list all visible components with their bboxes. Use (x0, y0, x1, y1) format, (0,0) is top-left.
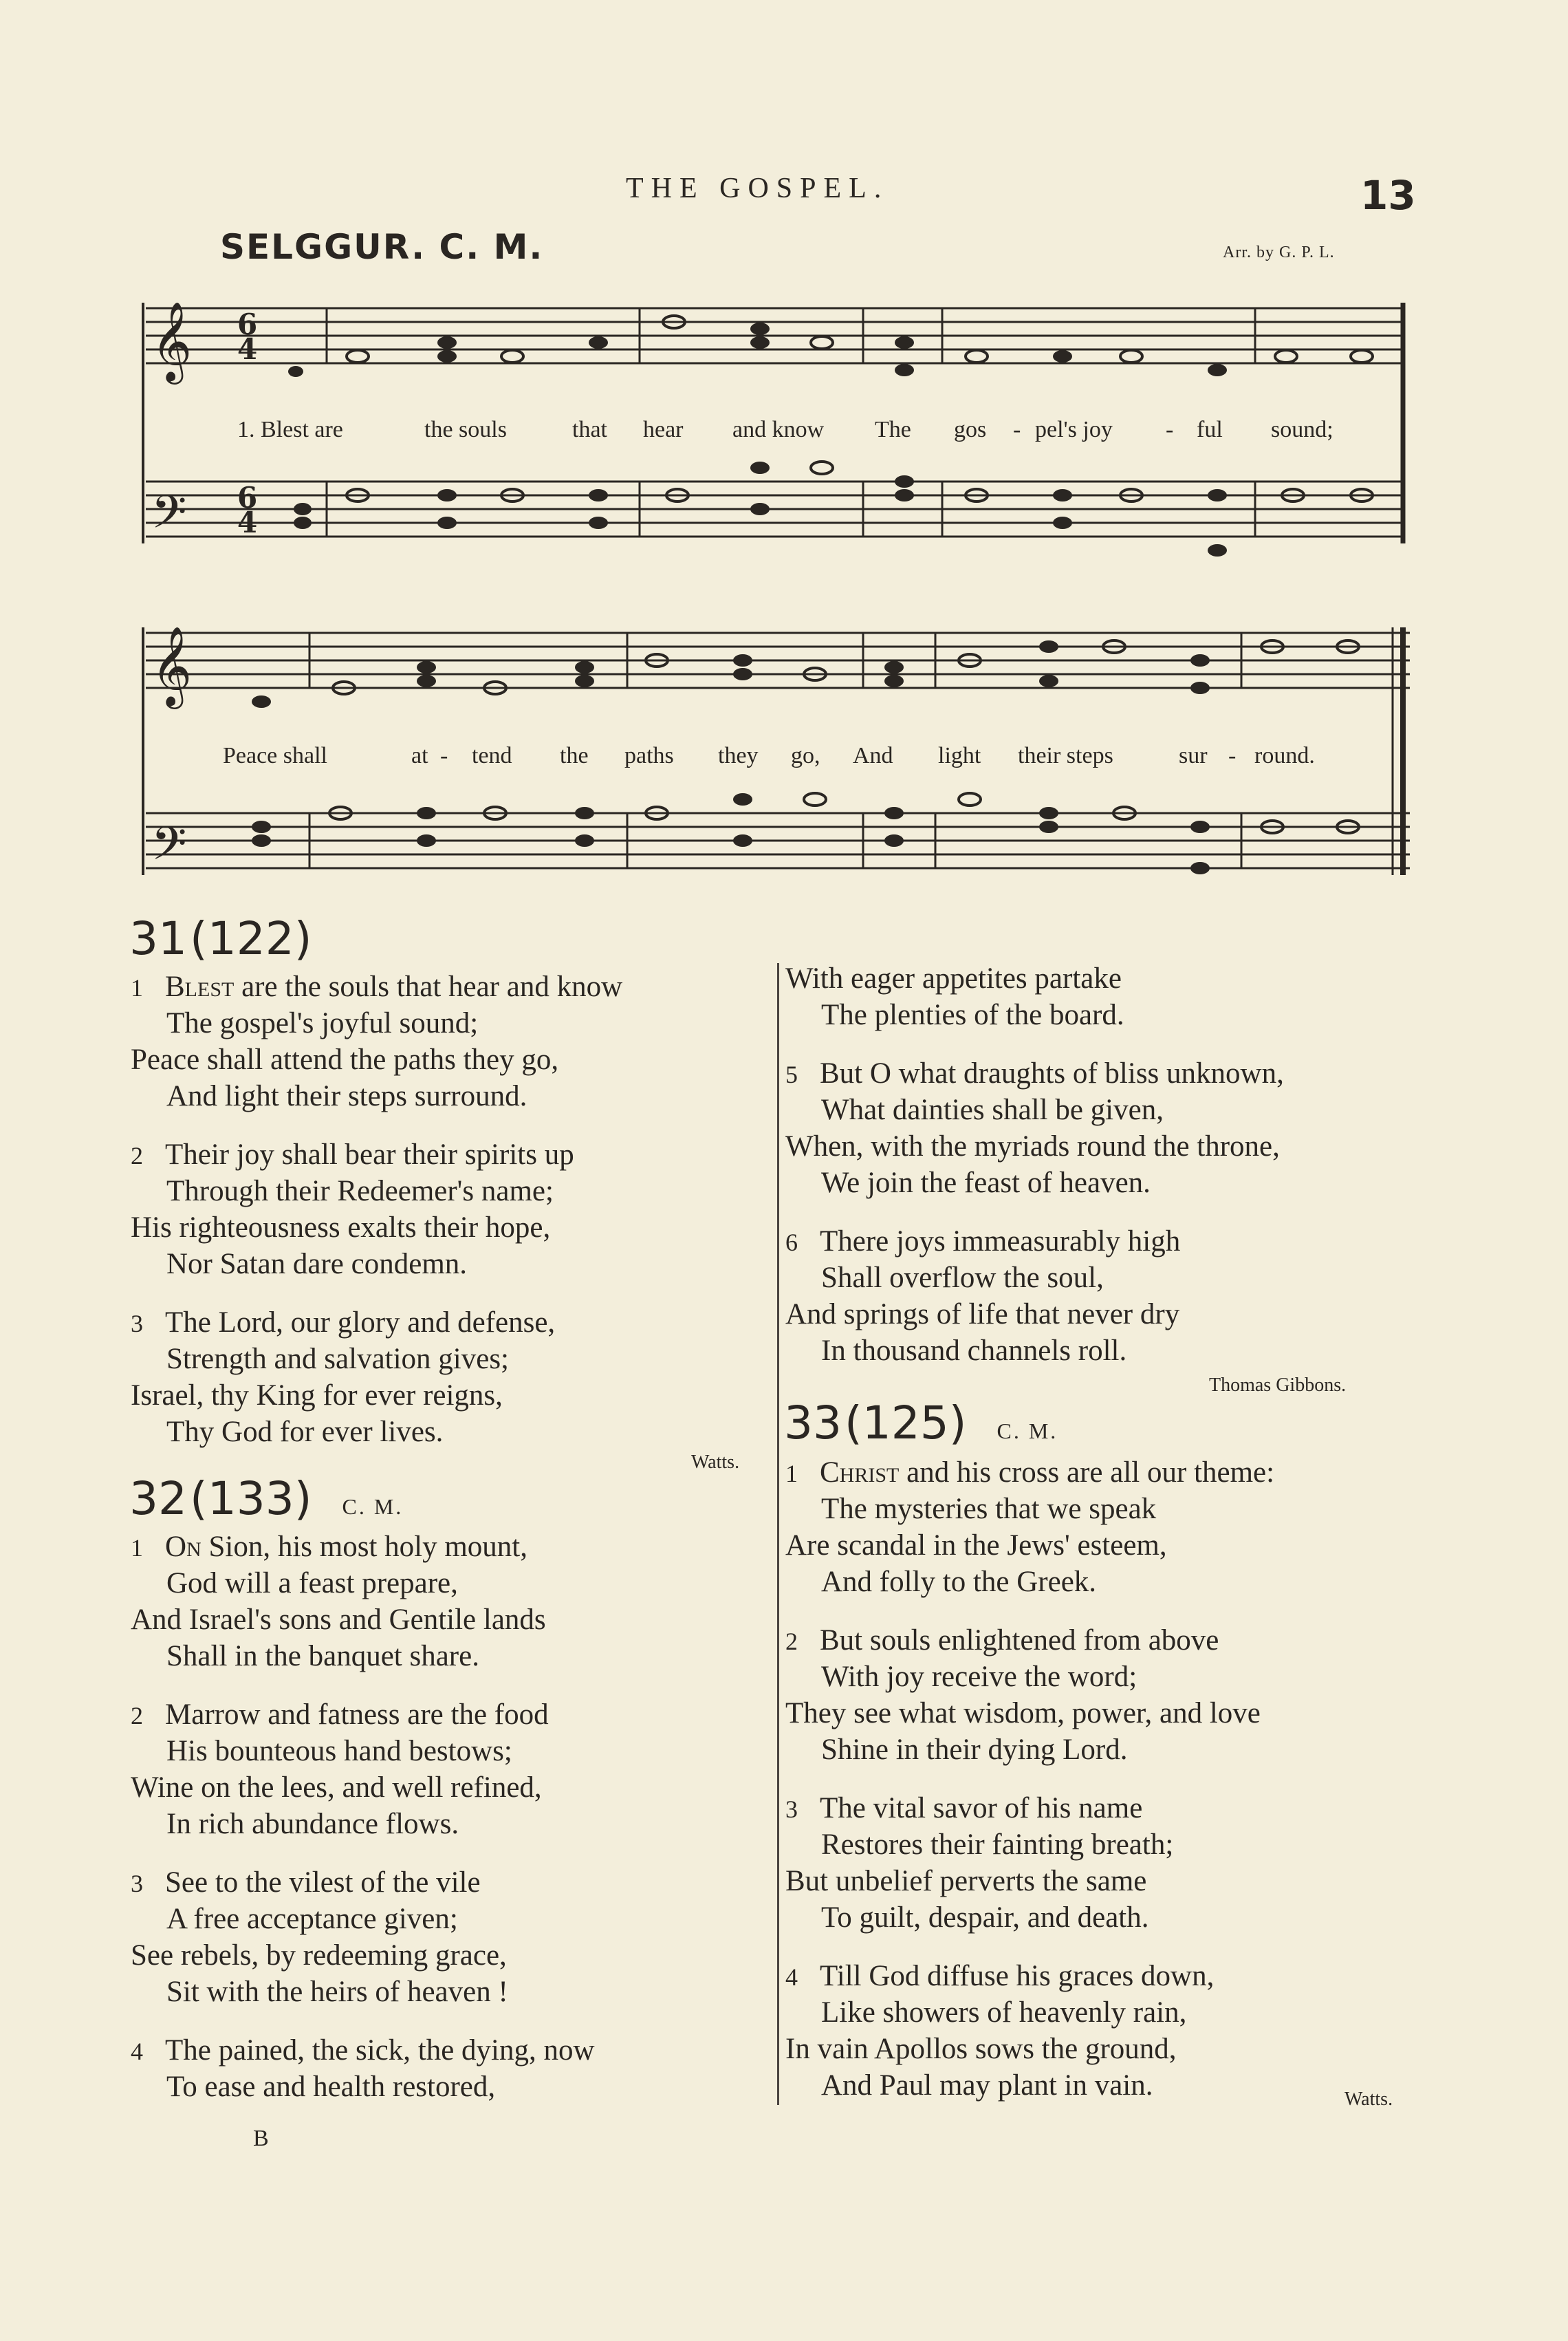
verse-number: 1 (785, 1460, 798, 1487)
verse-number: 4 (131, 2038, 143, 2065)
signature-mark: B (253, 2126, 269, 2151)
svg-text:𝄞: 𝄞 (151, 625, 193, 706)
hymn-alt-number: (122) (189, 912, 312, 965)
running-header: THE GOSPEL. (626, 173, 889, 204)
lyric-word: light (938, 743, 981, 768)
verse-line (785, 1454, 1274, 1491)
verse-text: The pained, the sick, the dying, now (165, 2034, 595, 2067)
verse-text: The mysteries that we speak (821, 1493, 1157, 1525)
svg-text:𝄢: 𝄢 (151, 486, 187, 550)
verse-number: 2 (131, 1142, 143, 1169)
lyric-word: round. (1254, 743, 1315, 768)
verse-text: Thy God for ever lives. (166, 1416, 444, 1448)
author-attribution: Thomas Gibbons. (1209, 1374, 1347, 1396)
page-number: 13 (1360, 172, 1416, 219)
hymn-number: 31 (129, 912, 187, 965)
svg-text:6: 6 (237, 481, 258, 515)
lyric-word: - (1228, 743, 1237, 768)
verse-text: But O what draughts of bliss unknown, (820, 1057, 1284, 1090)
right-column (785, 960, 1284, 1369)
verse-text: Are scandal in the Jews' esteem, (785, 1529, 1167, 1562)
svg-text:𝄢: 𝄢 (151, 817, 187, 881)
lyric-word: go, (791, 743, 820, 768)
verse-line (785, 2031, 1274, 2067)
lyric-word: And (853, 743, 893, 768)
verse-number: 2 (131, 1702, 143, 1729)
lyric-word: hear (643, 417, 684, 442)
verse-line (785, 1863, 1274, 1899)
verse-text: In rich abundance flows. (166, 1808, 459, 1840)
verse-line (785, 1826, 1274, 1863)
verse-line (131, 1696, 595, 1733)
hymn-alt-number: (125) (844, 1396, 967, 1449)
hymn-number: 33 (784, 1396, 842, 1449)
verse-line (131, 1974, 595, 2010)
verse-number: 3 (785, 1795, 798, 1823)
verse-text: His bounteous hand bestows; (166, 1735, 512, 1767)
lyric-word: and know (732, 417, 825, 442)
verse-text: The Lord, our glory and defense, (165, 1306, 556, 1339)
author-attribution: Watts. (1344, 2089, 1393, 2110)
verse-text: They see what wisdom, power, and love (785, 1697, 1261, 1729)
verse-text: In vain Apollos sows the ground, (785, 2033, 1177, 2065)
verse-number: 1 (131, 974, 143, 1002)
verse-line (785, 1092, 1284, 1128)
verse-text: And springs of life that never dry (785, 1298, 1180, 1330)
verse-line (131, 1806, 595, 1842)
hymn-31-heading (129, 912, 312, 965)
verse-text: Like showers of heavenly rain, (821, 1996, 1187, 2029)
verse-text: See rebels, by redeeming grace, (131, 1939, 507, 1972)
tune-name: SELGGUR. C. M. (220, 227, 544, 267)
lyric-word: sur (1179, 743, 1208, 768)
svg-text:6: 6 (237, 308, 258, 341)
verse-text: Blest are the souls that hear and know (165, 971, 623, 1003)
lyric-word: 1. Blest are (237, 417, 343, 442)
verse-line (785, 1128, 1284, 1165)
svg-text:4: 4 (237, 332, 258, 366)
music-score (0, 0, 1568, 936)
lyric-word: sound; (1271, 417, 1333, 442)
lyric-word: their steps (1018, 743, 1113, 768)
lyric-word: they (718, 743, 759, 768)
verse-line (131, 1246, 622, 1282)
verse-number: 2 (785, 1628, 798, 1655)
verse-line (131, 1565, 595, 1601)
lyric-word: ful (1197, 417, 1223, 442)
verse-text: The gospel's joyful sound; (166, 1007, 479, 1039)
verse-line (131, 1864, 595, 1901)
verse-text: Christ and his cross are all our theme: (820, 1456, 1275, 1489)
music-system-2 (143, 627, 1410, 875)
verse-line (785, 1223, 1284, 1260)
verse-line (785, 1899, 1274, 1936)
verse-line (131, 1042, 622, 1078)
author-attribution: Watts. (691, 1452, 740, 1473)
verse-text: And light their steps surround. (166, 1080, 527, 1112)
arranger-credit: Arr. by G. P. L. (1223, 244, 1335, 261)
verse-text: Strength and salvation gives; (166, 1343, 510, 1375)
lyric-word: pel's joy (1035, 417, 1113, 442)
verse-line (785, 997, 1284, 1033)
verse-text: But souls enlightened from above (820, 1624, 1219, 1657)
column-divider (777, 963, 779, 2105)
verse-line (131, 2069, 595, 2105)
verse-text: Peace shall attend the paths they go, (131, 1044, 559, 1076)
left-column-hymn-32 (131, 1529, 595, 2105)
verse-number: 5 (785, 1061, 798, 1088)
verse-text: We join the feast of heaven. (821, 1167, 1151, 1199)
hymn-meter: C. M. (342, 1494, 404, 1519)
verse-line (131, 1173, 622, 1209)
verse-text: Wine on the lees, and well refined, (131, 1771, 542, 1804)
verse-text: Restores their fainting breath; (821, 1828, 1174, 1861)
verse-line (131, 1638, 595, 1674)
verse-text: The plenties of the board. (821, 999, 1124, 1031)
verse-text: Nor Satan dare condemn. (166, 1248, 468, 1280)
verse-line (131, 969, 622, 1005)
hymn-alt-number: (133) (189, 1472, 312, 1525)
verse-line (785, 1527, 1274, 1564)
verse-line (785, 1296, 1284, 1333)
verse-line (785, 1790, 1274, 1826)
verse-line (131, 1005, 622, 1042)
verse-number: 3 (131, 1870, 143, 1897)
lyric-word: the (560, 743, 589, 768)
verse-text: Marrow and fatness are the food (165, 1698, 549, 1731)
hymn-number: 32 (129, 1472, 187, 1525)
lyric-word: tend (472, 743, 512, 768)
verse-text: Sit with the heirs of heaven ! (166, 1976, 508, 2008)
verse-line (131, 1769, 595, 1806)
verse-text: In thousand channels roll. (821, 1335, 1127, 1367)
verse-text: With eager appetites partake (785, 962, 1122, 995)
verse-line (785, 1994, 1274, 2031)
verse-text: His righteousness exalts their hope, (131, 1211, 551, 1244)
verse-line (131, 1733, 595, 1769)
verse-text: But unbelief perverts the same (785, 1865, 1147, 1897)
verse-line (131, 2032, 595, 2069)
svg-text:4: 4 (237, 506, 258, 539)
hymn-32-heading (129, 1472, 403, 1525)
verse-text: There joys immeasurably high (820, 1225, 1181, 1258)
verse-number: 6 (785, 1229, 798, 1256)
verse-line (785, 1055, 1284, 1092)
lyric-word: - (1013, 417, 1021, 442)
verse-text: And Israel's sons and Gentile lands (131, 1604, 546, 1636)
verse-text: When, with the myriads round the throne, (785, 1130, 1280, 1163)
verse-line (785, 1564, 1274, 1600)
verse-text: Israel, thy King for ever reigns, (131, 1379, 503, 1412)
hymn-33-heading (784, 1396, 1058, 1449)
verse-text: Shall overflow the soul, (821, 1262, 1104, 1294)
right-column-hymn-33 (785, 1454, 1274, 2104)
verse-line (785, 1659, 1274, 1695)
verse-line (785, 1491, 1274, 1527)
verse-line (131, 1078, 622, 1114)
verse-number: 3 (131, 1310, 143, 1337)
verse-number: 1 (131, 1534, 143, 1562)
verse-line (785, 1622, 1274, 1659)
lyric-word: - (440, 743, 448, 768)
verse-number: 4 (785, 1963, 798, 1991)
verse-text: Through their Redeemer's name; (166, 1175, 554, 1207)
verse-text: Till God diffuse his graces down, (820, 1960, 1215, 1992)
lyric-word: paths (624, 743, 674, 768)
verse-line (131, 1601, 595, 1638)
lyric-word: the souls (424, 417, 507, 442)
left-column (131, 969, 622, 1450)
verse-text: And Paul may plant in vain. (821, 2069, 1153, 2102)
verse-line (131, 1377, 622, 1414)
lyric-word: - (1166, 417, 1174, 442)
verse-text: To guilt, despair, and death. (821, 1901, 1149, 1934)
lyric-word: gos (954, 417, 987, 442)
verse-line (785, 1732, 1274, 1768)
verse-text: Their joy shall bear their spirits up (165, 1139, 574, 1171)
lyric-word: Peace shall (223, 743, 327, 768)
verse-text: The vital savor of his name (820, 1792, 1143, 1824)
verse-line (131, 1136, 622, 1173)
verse-text: With joy receive the word; (821, 1661, 1137, 1693)
verse-line (785, 2067, 1274, 2104)
verse-line (785, 1165, 1284, 1201)
verse-line (785, 1958, 1274, 1994)
verse-text: On Sion, his most holy mount, (165, 1531, 527, 1563)
verse-line (785, 960, 1284, 997)
verse-text: What dainties shall be given, (821, 1094, 1164, 1126)
verse-line (785, 1695, 1274, 1732)
verse-line (131, 1209, 622, 1246)
lyric-word: that (572, 417, 607, 442)
verse-text: To ease and health restored, (166, 2071, 496, 2103)
verse-line (131, 1304, 622, 1341)
lyric-word: at (411, 743, 428, 768)
verse-text: God will a feast prepare, (166, 1567, 458, 1599)
verse-text: Shine in their dying Lord. (821, 1734, 1128, 1766)
verse-text: And folly to the Greek. (821, 1566, 1097, 1598)
verse-line (131, 1937, 595, 1974)
verse-line (131, 1529, 595, 1565)
svg-text:𝄞: 𝄞 (151, 301, 193, 381)
verse-line (785, 1333, 1284, 1369)
verse-line (131, 1414, 622, 1450)
verse-line (131, 1901, 595, 1937)
verse-text: See to the vilest of the vile (165, 1866, 481, 1899)
lyric-word: The (875, 417, 911, 442)
verse-line (131, 1341, 622, 1377)
verse-text: A free acceptance given; (166, 1903, 458, 1935)
verse-line (785, 1260, 1284, 1296)
hymn-meter: C. M. (997, 1418, 1058, 1443)
verse-text: Shall in the banquet share. (166, 1640, 479, 1672)
